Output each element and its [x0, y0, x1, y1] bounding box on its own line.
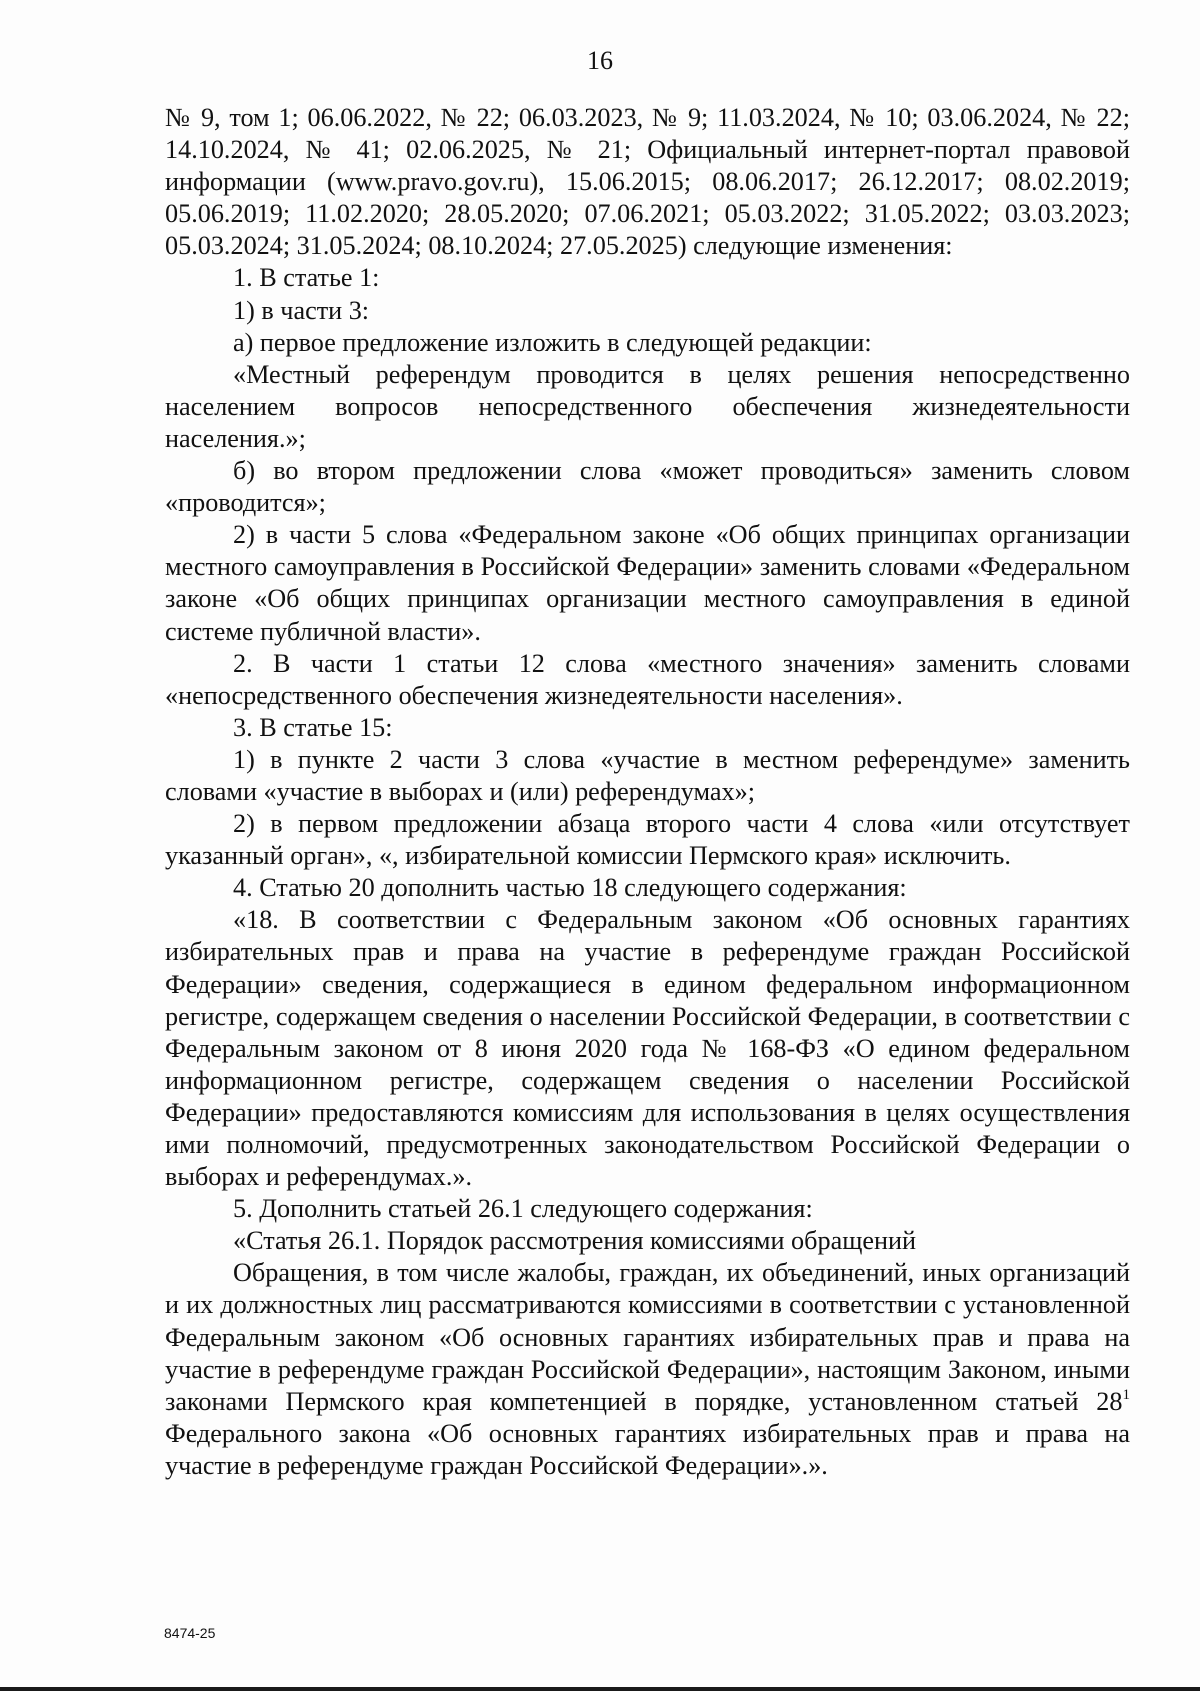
paragraph-13: «18. В соответствии с Федеральным законом «Об основных гарантиях избирательных прав и права на участие в референдуме граждан Российской Федерации» сведения, содержащиеся в едином федеральном информационном регистре, содержащем сведения о населении Российской Федерации, в соответствии с Федеральным законом от 8 июня 2020 года № 168-ФЗ «О едином федеральном информационном регистре, содержащем сведения о населении Российской Федерации» предоставляются комиссиям для использования в целях осуществления ими полномочий, предусмотренных законодательством Российской Федерации о выборах и референдумах.».	[165, 905, 1130, 1192]
paragraph-16	[165, 1257, 1130, 1482]
scan-edge-divider	[0, 1687, 1200, 1691]
paragraph-6: б) во втором предложении слова «может проводиться» заменить словом «проводится»;	[165, 456, 1130, 518]
paragraph-15: «Статья 26.1. Порядок рассмотрения комиссиями обращений	[233, 1226, 917, 1256]
paragraph-10: 1) в пункте 2 части 3 слова «участие в местном референдуме» заменить словами «участие в выборах и (или) референдумах»;	[165, 744, 1130, 806]
paragraph-1: № 9, том 1; 06.06.2022, № 22; 06.03.2023, № 9; 11.03.2024, № 10; 03.06.2024, № 22; 14.10.2024, № 41; 02.06.2025, № 21; Официальный интернет-портал правовой информации (www.pravo.gov.ru), 15.06.2015; 08.06.2017; 26.12.2017; 08.02.2019; 05.06.2019; 11.02.2020; 28.05.2020; 07.06.2021; 05.03.2022; 31.05.2022; 03.03.2023; 05.03.2024; 31.05.2024; 08.10.2024; 27.05.2025) следующие изменения:	[165, 103, 1130, 261]
paragraph-7: 2) в части 5 слова «Федеральном законе «Об общих принципах организации местного самоуправления в Российской Федерации» заменить словами «Федеральном законе «Об общих принципах организации местного самоуправления в единой системе публичной власти».	[165, 520, 1130, 646]
paragraph-14: 5. Дополнить статьей 26.1 следующего содержания:	[233, 1194, 813, 1224]
document-code: 8474-25	[164, 1625, 216, 1641]
document-body	[165, 102, 1130, 1482]
paragraph-16-tail: Федерального закона «Об основных гарантиях избирательных прав и права на участие в референдуме граждан Российской Федерации».».	[165, 1418, 1130, 1480]
superscript-index: 1	[1122, 1386, 1130, 1403]
paragraph-12: 4. Статью 20 дополнить частью 18 следующего содержания:	[233, 873, 907, 903]
paragraph-5: «Местный референдум проводится в целях решения непосредственно населением вопросов непосредственного обеспечения жизнедеятельности населения.»;	[165, 359, 1130, 453]
paragraph-9: 3. В статье 15:	[233, 712, 393, 742]
paragraph-8: 2. В части 1 статьи 12 слова «местного значения» заменить словами «непосредственного обеспечения жизнедеятельности населения».	[165, 648, 1130, 710]
page-number: 16	[587, 46, 613, 75]
paragraph-4: а) первое предложение изложить в следующей редакции:	[233, 327, 872, 357]
paragraph-16-main: Обращения, в том числе жалобы, граждан, их объединений, иных организаций и их должностных лиц рассматриваются комиссиями в соответствии с установленной Федеральным законом «Об основных гарантиях избирательных прав и права на участие в референдуме граждан Российской Федерации», настоящим Законом, иными законами Пермского края компетенцией в порядке, установленном статьей 28	[165, 1258, 1130, 1416]
paragraph-2: 1. В статье 1:	[233, 263, 380, 293]
paragraph-11: 2) в первом предложении абзаца второго части 4 слова «или отсутствует указанный орган», «, избирательной комиссии Пермского края» исключить.	[165, 809, 1130, 871]
paragraph-3: 1) в части 3:	[233, 295, 370, 325]
